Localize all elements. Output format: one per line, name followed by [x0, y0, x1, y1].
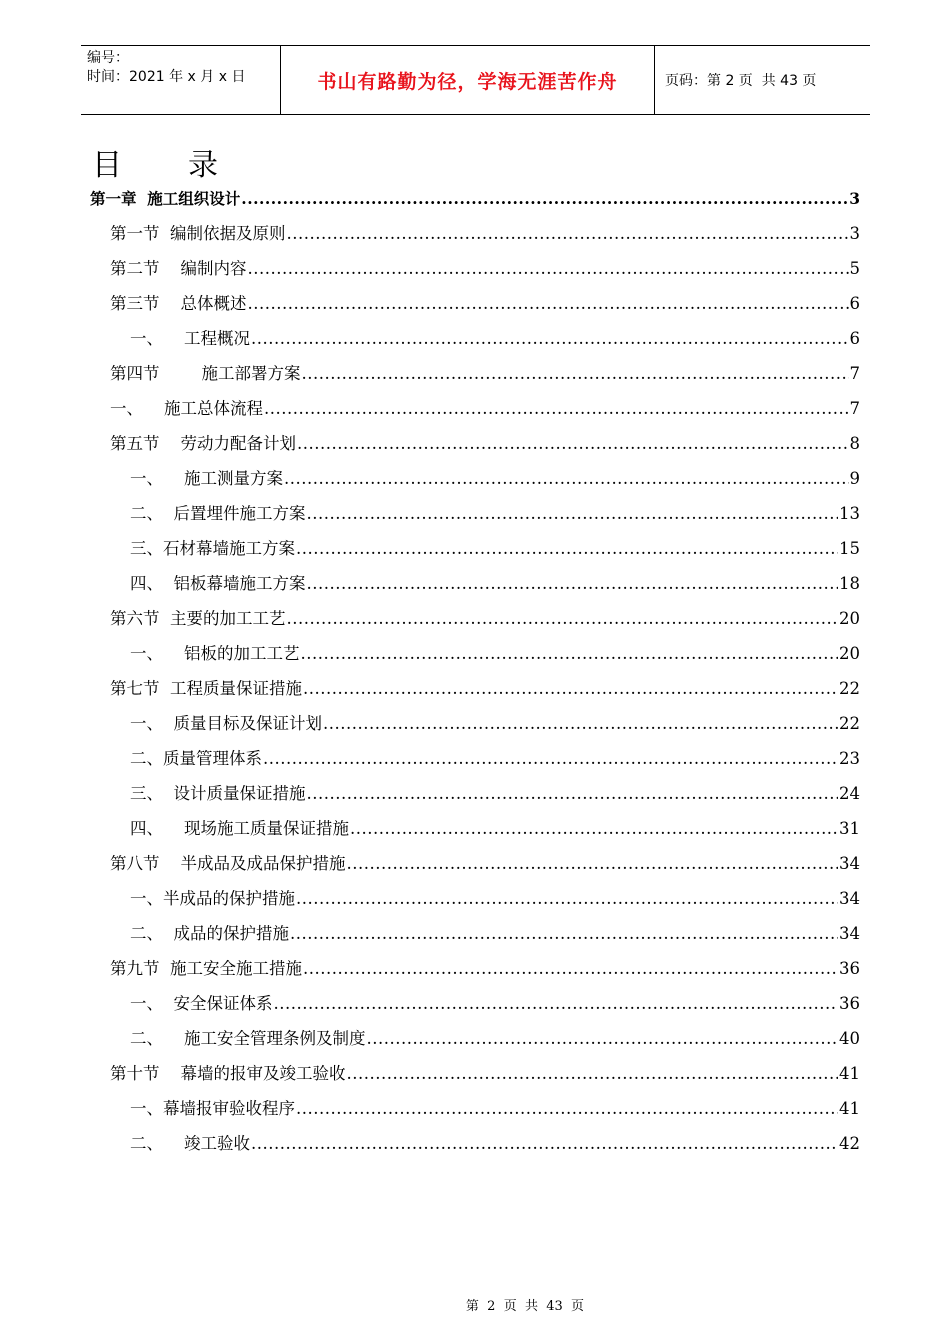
- toc-entry-page: 7: [849, 364, 860, 383]
- toc-entry[interactable]: [90, 1024, 860, 1059]
- toc-entry-label: 第二节 编制内容: [110, 259, 247, 278]
- toc-entry-label: 一、 质量目标及保证计划: [130, 714, 322, 733]
- toc-entry-page: 3: [849, 224, 860, 243]
- toc-entry-page: 40: [839, 1029, 860, 1048]
- toc-entry-label: 第四节 施工部署方案: [110, 364, 301, 383]
- toc-entry-label: 一、 工程概况: [130, 329, 250, 348]
- toc-entry-label: 第七节 工程质量保证措施: [110, 679, 302, 698]
- toc-entry-label: 四、 现场施工质量保证措施: [130, 819, 349, 838]
- toc-entry-label: 三、石材幕墙施工方案: [130, 539, 295, 558]
- header-meta: [81, 46, 281, 114]
- toc-entry-page: 34: [839, 924, 860, 943]
- toc-entry-label: 二、质量管理体系: [130, 749, 262, 768]
- number-label: 编号：: [87, 50, 129, 66]
- toc-entry-page: 20: [839, 609, 860, 628]
- toc-entry[interactable]: [90, 359, 860, 394]
- toc-entry-label: 第六节 主要的加工工艺: [110, 609, 286, 628]
- toc-entry-label: 第八节 半成品及成品保护措施: [110, 854, 346, 873]
- motto-text: 书山有路勤为径，学海无涯苦作舟: [317, 70, 618, 93]
- toc-entry-page: 23: [839, 749, 860, 768]
- toc-entry-page: 3: [849, 189, 860, 208]
- toc-entry-page: 36: [839, 994, 860, 1013]
- toc-entry-label: 第五节 劳动力配备计划: [110, 434, 296, 453]
- toc-entry-page: 18: [839, 574, 860, 593]
- toc-entry-page: 13: [839, 504, 860, 523]
- toc-entry[interactable]: [90, 394, 860, 429]
- toc-title-char-1: 目: [92, 148, 122, 183]
- toc-entry-page: 7: [849, 399, 860, 418]
- toc-entry[interactable]: [90, 989, 860, 1024]
- toc-entry-label: 一、 施工总体流程: [110, 399, 263, 418]
- toc-entry[interactable]: [90, 814, 860, 849]
- toc-entry[interactable]: [90, 639, 860, 674]
- toc-entry[interactable]: [90, 324, 860, 359]
- toc-entry-page: 22: [839, 679, 860, 698]
- table-of-contents: [90, 184, 860, 1164]
- toc-entry-label: 一、 安全保证体系: [130, 994, 273, 1013]
- toc-entry-label: 一、幕墙报审验收程序: [130, 1099, 295, 1118]
- toc-entry[interactable]: [90, 464, 860, 499]
- toc-entry-page: 42: [839, 1134, 860, 1153]
- toc-entry[interactable]: [90, 289, 860, 324]
- toc-entry-page: 6: [849, 329, 860, 348]
- time-label: 时间：2021 年 x 月 x 日: [87, 69, 246, 85]
- toc-entry[interactable]: [90, 849, 860, 884]
- toc-entry-page: 5: [849, 259, 860, 278]
- toc-entry-page: 31: [839, 819, 860, 838]
- toc-entry-page: 15: [839, 539, 860, 558]
- toc-entry-label: 第一节 编制依据及原则: [110, 224, 286, 243]
- toc-title-char-2: 录: [188, 148, 218, 183]
- toc-entry[interactable]: [90, 744, 860, 779]
- toc-entry-label: 一、 铝板的加工工艺: [130, 644, 300, 663]
- toc-entry-label: 二、 后置埋件施工方案: [130, 504, 306, 523]
- toc-entry[interactable]: [90, 569, 860, 604]
- toc-entry[interactable]: [90, 184, 860, 219]
- toc-entry-page: 36: [839, 959, 860, 978]
- toc-entry[interactable]: [90, 254, 860, 289]
- toc-entry-label: 第九节 施工安全施工措施: [110, 959, 302, 978]
- toc-title: [92, 146, 218, 186]
- toc-entry-label: 一、 施工测量方案: [130, 469, 283, 488]
- toc-entry-page: 20: [839, 644, 860, 663]
- toc-entry-label: 四、 铝板幕墙施工方案: [130, 574, 306, 593]
- toc-entry[interactable]: [90, 674, 860, 709]
- toc-entry-page: 6: [849, 294, 860, 313]
- toc-entry-page: 8: [849, 434, 860, 453]
- toc-entry[interactable]: [90, 779, 860, 814]
- toc-entry[interactable]: [90, 219, 860, 254]
- toc-entry[interactable]: [90, 604, 860, 639]
- toc-entry-label: 第三节 总体概述: [110, 294, 247, 313]
- header-page-label: 页码：第 2 页 共 43 页: [665, 73, 817, 89]
- toc-entry-label: 第一章 施工组织设计: [90, 189, 241, 208]
- toc-entry-label: 二、 成品的保护措施: [130, 924, 289, 943]
- toc-entry-page: 22: [839, 714, 860, 733]
- toc-entry[interactable]: [90, 919, 860, 954]
- header-page-info: [655, 46, 870, 114]
- page-header: [81, 45, 870, 115]
- toc-entry-page: 34: [839, 854, 860, 873]
- toc-entry-page: 34: [839, 889, 860, 908]
- toc-entry-page: 24: [839, 784, 860, 803]
- toc-entry[interactable]: [90, 884, 860, 919]
- toc-entry[interactable]: [90, 534, 860, 569]
- toc-entry[interactable]: [90, 1094, 860, 1129]
- toc-entry-label: 二、 竣工验收: [130, 1134, 250, 1153]
- toc-entry-label: 三、 设计质量保证措施: [130, 784, 306, 803]
- toc-entry-label: 第十节 幕墙的报审及竣工验收: [110, 1064, 346, 1083]
- toc-entry[interactable]: [90, 709, 860, 744]
- toc-entry-label: 一、半成品的保护措施: [130, 889, 295, 908]
- footer-page-number: 第 2 页 共 43 页: [465, 1299, 585, 1314]
- toc-entry[interactable]: [90, 1129, 860, 1164]
- toc-entry-page: 9: [849, 469, 860, 488]
- toc-entry[interactable]: [90, 429, 860, 464]
- toc-entry[interactable]: [90, 954, 860, 989]
- header-motto: [281, 46, 655, 114]
- toc-entry[interactable]: [90, 499, 860, 534]
- toc-entry-label: 二、 施工安全管理条例及制度: [130, 1029, 366, 1048]
- toc-entry[interactable]: [90, 1059, 860, 1094]
- toc-entry-page: 41: [839, 1064, 860, 1083]
- page-footer: [0, 1295, 950, 1314]
- toc-entry-page: 41: [839, 1099, 860, 1118]
